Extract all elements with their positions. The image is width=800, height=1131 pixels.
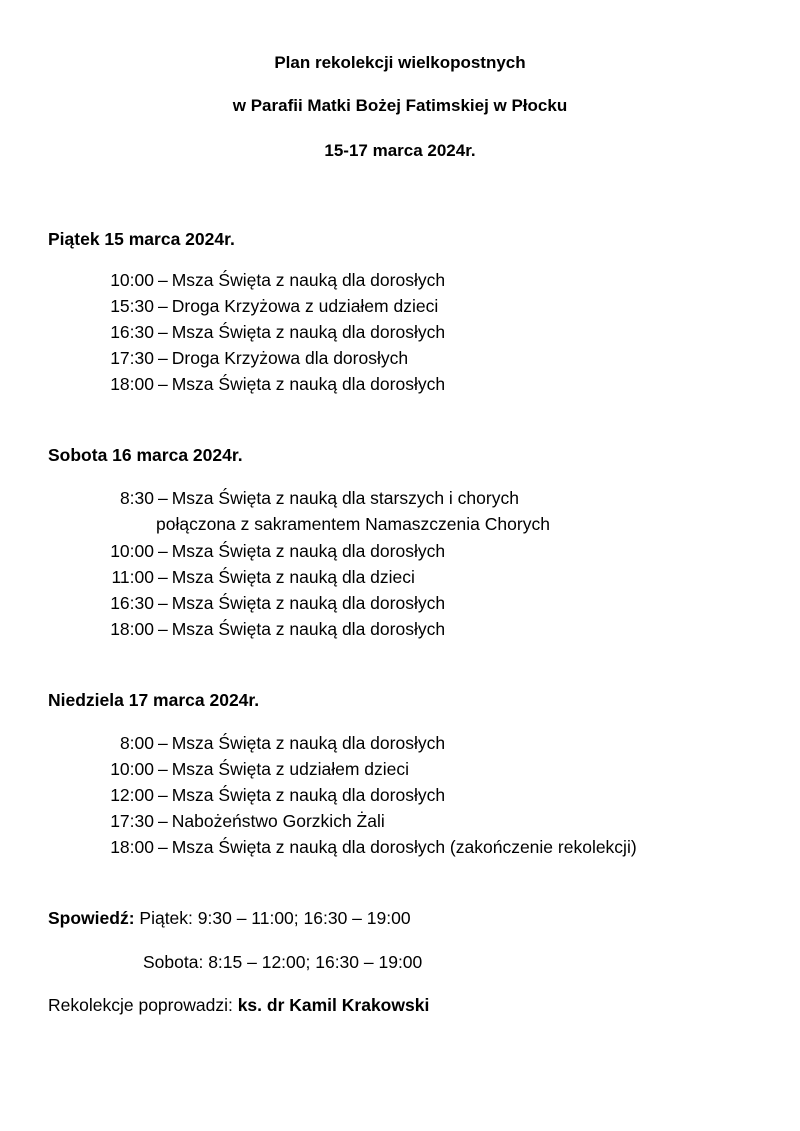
- schedule-entry: [96, 540, 445, 562]
- schedule-entry: [96, 487, 519, 509]
- entry-time: 16:30: [110, 322, 154, 342]
- entry-dash: –: [158, 733, 168, 753]
- entry-text: Msza Święta z nauką dla dorosłych: [171, 270, 446, 290]
- entry-time: 11:00: [111, 567, 154, 587]
- entry-text: Msza Święta z nauką dla dorosłych: [171, 541, 446, 561]
- entry-dash: –: [158, 837, 168, 857]
- schedule-entry: [96, 321, 445, 343]
- retreat-leader: [48, 994, 429, 1016]
- schedule-entry: [96, 269, 445, 291]
- entry-text: Nabożeństwo Gorzkich Żali: [171, 811, 385, 831]
- entry-text: Msza Święta z nauką dla dorosłych: [171, 785, 446, 805]
- schedule-entry: [96, 836, 637, 858]
- entry-text: Msza Święta z nauką dla dzieci: [171, 567, 415, 587]
- entry-dash: –: [158, 348, 168, 368]
- date-range: 15-17 marca 2024r.: [324, 141, 476, 160]
- schedule-entry: [96, 810, 385, 832]
- entry-dash: –: [158, 811, 168, 831]
- entry-time: 10:00: [110, 759, 154, 779]
- entry-dash: –: [158, 270, 168, 290]
- entry-dash: –: [158, 593, 168, 613]
- entry-text: Msza Święta z nauką dla dorosłych (zakończenie rekolekcji): [171, 837, 637, 857]
- entry-text: Msza Święta z nauką dla dorosłych: [171, 374, 446, 394]
- entry-text: Droga Krzyżowa dla dorosłych: [171, 348, 409, 368]
- entry-text: Droga Krzyżowa z udziałem dzieci: [171, 296, 439, 316]
- schedule-entry: [96, 347, 408, 369]
- entry-time: 8:30: [119, 488, 154, 508]
- entry-time: 10:00: [110, 541, 154, 561]
- entry-text: Msza Święta z udziałem dzieci: [171, 759, 410, 779]
- entry-dash: –: [158, 785, 168, 805]
- entry-dash: –: [158, 619, 168, 639]
- entry-time: 15:30: [110, 296, 154, 316]
- leader-label: Rekolekcje poprowadzi:: [48, 995, 233, 1015]
- entry-time: 18:00: [110, 619, 154, 639]
- entry-continuation: połączona z sakramentem Namaszczenia Chorych: [156, 514, 550, 534]
- parish-name: w Parafii Matki Bożej Fatimskiej w Płocku: [232, 96, 568, 115]
- entry-dash: –: [158, 322, 168, 342]
- schedule-entry: [96, 566, 415, 588]
- entry-time: 17:30: [110, 348, 154, 368]
- entry-time: 10:00: [110, 270, 154, 290]
- entry-text: Msza Święta z nauką dla dorosłych: [171, 322, 446, 342]
- entry-dash: –: [158, 759, 168, 779]
- leader-name: ks. dr Kamil Krakowski: [237, 995, 430, 1015]
- entry-dash: –: [158, 541, 168, 561]
- entry-dash: –: [158, 567, 168, 587]
- schedule-entry: [96, 295, 438, 317]
- entry-time: 17:30: [110, 811, 154, 831]
- schedule-entry: [96, 373, 445, 395]
- confession-label: Spowiedź:: [48, 908, 135, 928]
- entry-time: 18:00: [110, 837, 154, 857]
- entry-dash: –: [158, 374, 168, 394]
- schedule-entry: [96, 758, 409, 780]
- schedule-entry: [96, 732, 445, 754]
- entry-dash: –: [158, 488, 168, 508]
- day-heading-friday: Piątek 15 marca 2024r.: [48, 229, 235, 249]
- entry-dash: –: [158, 296, 168, 316]
- confession-friday-hours: Piątek: 9:30 – 11:00; 16:30 – 19:00: [139, 908, 411, 928]
- day-heading-sunday: Niedziela 17 marca 2024r.: [48, 690, 260, 710]
- day-heading-saturday: Sobota 16 marca 2024r.: [48, 445, 243, 465]
- schedule-entry: [96, 618, 445, 640]
- schedule-entry: [96, 592, 445, 614]
- entry-time: 12:00: [110, 785, 154, 805]
- entry-time: 16:30: [110, 593, 154, 613]
- entry-time: 18:00: [110, 374, 154, 394]
- entry-text: Msza Święta z nauką dla dorosłych: [171, 619, 446, 639]
- entry-text: Msza Święta z nauką dla dorosłych: [171, 733, 446, 753]
- entry-time: 8:00: [119, 733, 154, 753]
- entry-text: Msza Święta z nauką dla dorosłych: [171, 593, 446, 613]
- confession-friday: [48, 907, 411, 929]
- schedule-entry: [96, 784, 445, 806]
- entry-text: Msza Święta z nauką dla starszych i chorych: [171, 488, 519, 508]
- confession-saturday-hours: Sobota: 8:15 – 12:00; 16:30 – 19:00: [143, 952, 423, 972]
- document-title: Plan rekolekcji wielkopostnych: [274, 53, 526, 72]
